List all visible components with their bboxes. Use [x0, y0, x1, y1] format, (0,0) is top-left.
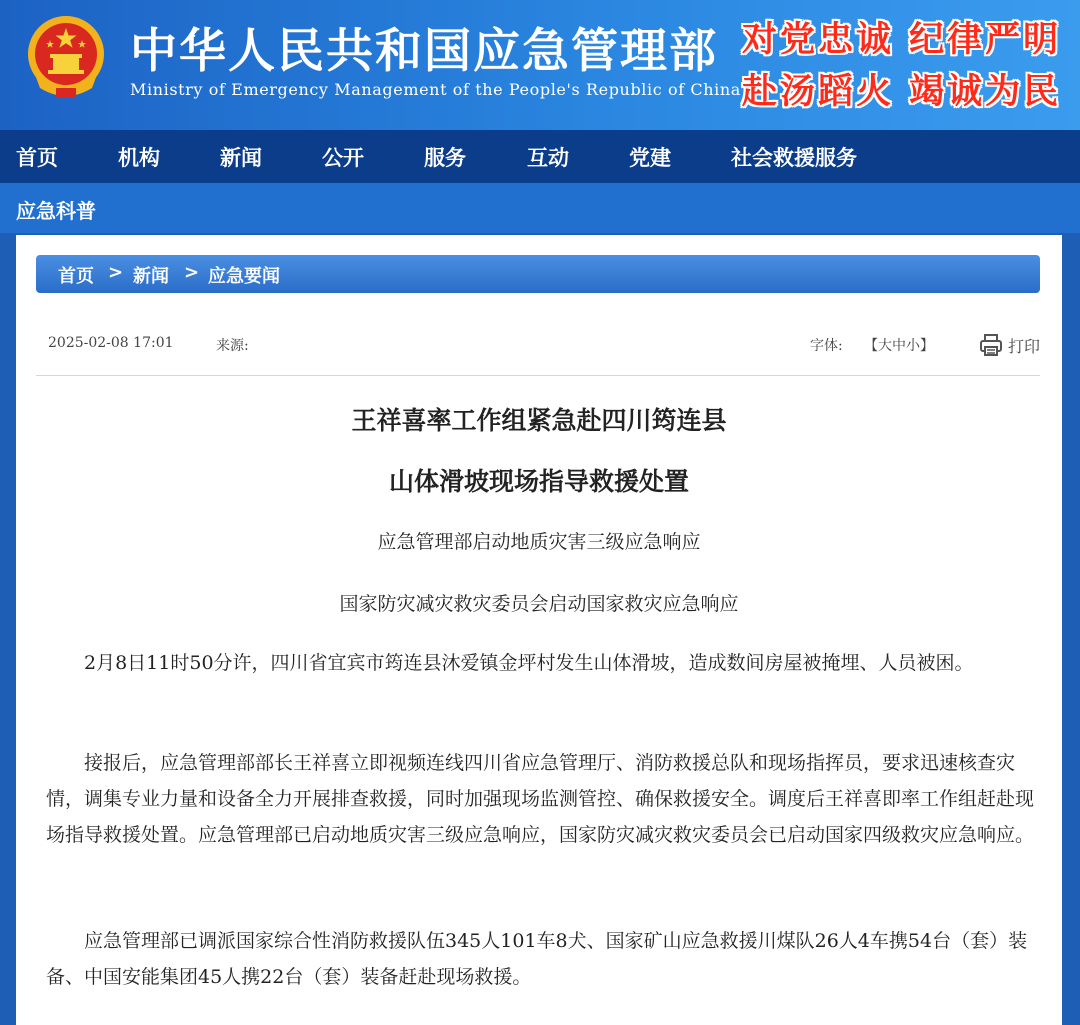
article-card: [16, 235, 1062, 1025]
nav-item-home[interactable]: 首页: [16, 146, 58, 170]
nav-item-service[interactable]: 服务: [424, 146, 466, 170]
site-header: [0, 0, 1080, 130]
site-title: 中华人民共和国应急管理部: [130, 24, 718, 79]
national-emblem-icon[interactable]: [26, 14, 106, 100]
article-paragraph-2: [46, 745, 1034, 853]
section-bar: [0, 183, 1080, 233]
section-title[interactable]: 应急科普: [16, 199, 96, 223]
breadcrumb-news[interactable]: 新闻: [133, 266, 169, 287]
article-paragraph-3: [46, 923, 1034, 995]
slogan-line-2: 赴汤蹈火 竭诚为民: [742, 72, 1062, 112]
print-button[interactable]: 打印: [1008, 337, 1041, 356]
nav-item-organization[interactable]: 机构: [118, 146, 160, 170]
font-size-options[interactable]: 【大中小】: [864, 338, 934, 354]
breadcrumb-current[interactable]: 应急要闻: [208, 266, 280, 287]
meta-divider: [36, 375, 1040, 376]
article-title-line-2: 山体滑坡现场指导救援处置: [388, 467, 689, 496]
publish-datetime: 2025-02-08 17:01: [48, 335, 174, 351]
article-title-line-1: 王祥喜率工作组紧急赴四川筠连县: [351, 406, 727, 435]
breadcrumb: [36, 255, 1040, 293]
font-size-label: 字体:: [810, 338, 843, 354]
site-subtitle: Ministry of Emergency Management of the People's Republic of China: [130, 80, 741, 99]
nav-item-party[interactable]: 党建: [629, 146, 671, 170]
article-subtitle-1: 应急管理部启动地质灾害三级应急响应: [377, 531, 701, 553]
breadcrumb-separator: >: [108, 262, 124, 283]
nav-item-news[interactable]: 新闻: [220, 146, 262, 170]
article-subtitle-2: 国家防灾减灾救灾委员会启动国家救灾应急响应: [339, 593, 739, 615]
paragraph-text: 2月8日11时50分许，四川省宜宾市筠连县沐爱镇金坪村发生山体滑坡，造成数间房屋被掩埋、人员被困。: [84, 652, 974, 674]
slogan-line-1: 对党忠诚 纪律严明: [742, 20, 1062, 60]
breadcrumb-separator: >: [184, 262, 200, 283]
printer-icon[interactable]: [978, 332, 1004, 358]
source-label: 来源:: [216, 338, 249, 354]
paragraph-text: 应急管理部已调派国家综合性消防救援队伍345人101车8犬、国家矿山应急救援川煤队26人4车携54台（套）装备、中国安能集团45人携22台（套）装备赶赴现场救援。: [46, 930, 1028, 988]
main-nav: [0, 130, 1080, 183]
paragraph-text: 接报后，应急管理部部长王祥喜立即视频连线四川省应急管理厅、消防救援总队和现场指挥员，要求迅速核查灾情，调集专业力量和设备全力开展排查救援，同时加强现场监测管控、确保救援安全。调度后王祥喜即率工作组赶赴现场指导救援处置。应急管理部已启动地质灾害三级应急响应，国家防灾减灾救灾委员会已启动国家四级救灾应急响应。: [46, 752, 1035, 846]
nav-item-interaction[interactable]: 互动: [527, 146, 569, 170]
breadcrumb-home[interactable]: 首页: [58, 266, 94, 287]
nav-item-public[interactable]: 公开: [322, 146, 364, 170]
nav-item-social-rescue[interactable]: 社会救援服务: [731, 146, 857, 170]
article-paragraph-1: [46, 645, 1034, 681]
